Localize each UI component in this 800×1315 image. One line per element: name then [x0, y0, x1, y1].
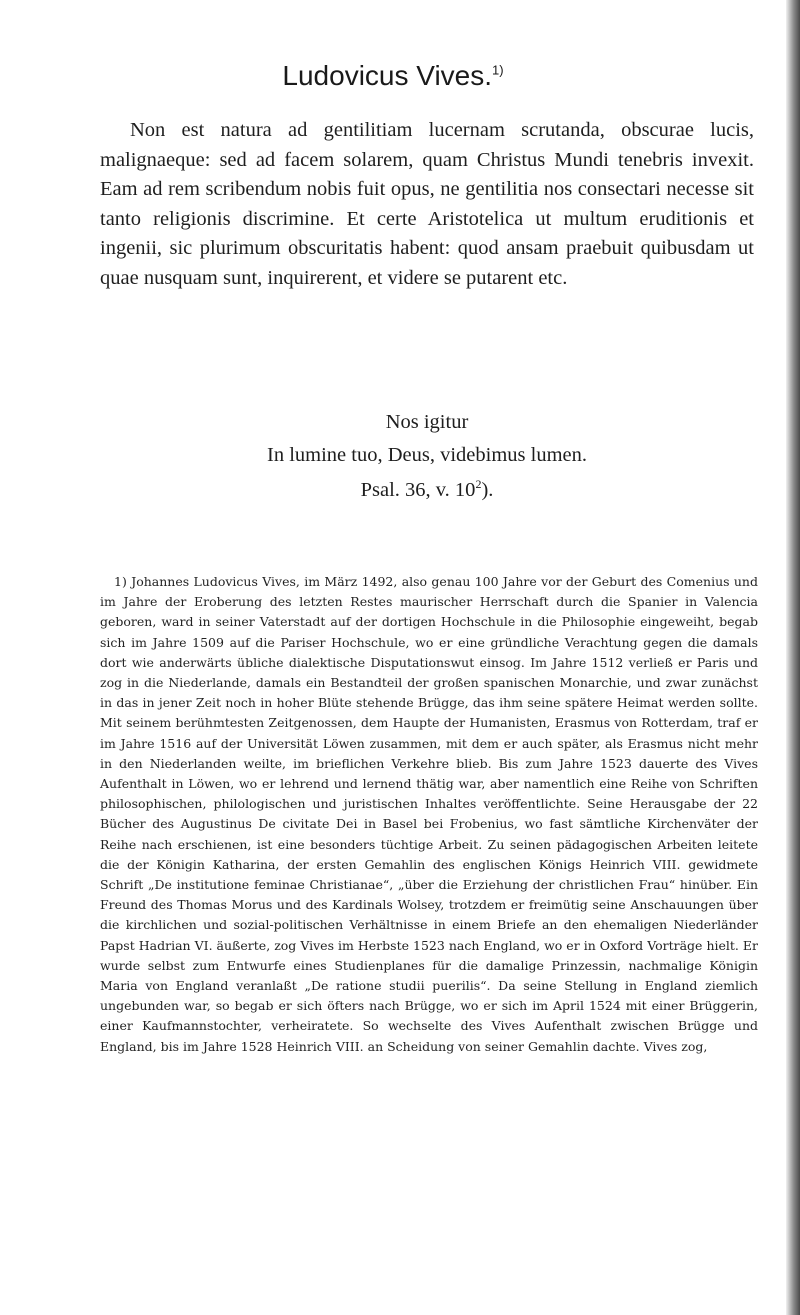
psalm-citation — [100, 477, 754, 502]
footnote-marker: 1) — [114, 574, 127, 589]
citation-suffix: ). — [481, 478, 494, 501]
in-lumine-line: In lumine tuo, Deus, videbimus lumen. — [267, 444, 587, 466]
citation-superscript: 2 — [475, 477, 482, 491]
page-title — [0, 60, 786, 92]
title-footnote-marker: 1) — [492, 62, 504, 78]
footnote-text: Johannes Ludovicus Vives, im März 1492, also genau 100 Jahre vor der Geburt des Comenius und im Jahre der Eroberung des letzten Restes maurischer Herrschaft durch die Spanier in Valencia geboren, ward in seiner Vaterstadt auf der dortigen Hochschule in die Philosophie eingeweiht, begab sich im Jahre 1509 auf die Pariser Hochschule, wo er eine gründliche Verachtung gegen die damals dort wie anderwärts übliche dialektische Disputationswut einsog. Im Jahre 1512 verließ er Paris und zog in die Niederlande, damals ein Bestandteil der großen spanischen Monarchie, und zwar zunächst in das in jener Zeit noch in hoher Blüte stehende Brügge, das ihm seine spätere Heimat werden sollte. Mit seinem berühmtesten Zeitgenossen, dem Haupte der Humanisten, Erasmus von Rotterdam, traf er im Jahre 1516 auf der Universität Löwen zusammen, mit dem er auch später, als Erasmus nicht mehr in den Niederlanden weilte, im brieflichen Verkehre blieb. Bis zum Jahre 1523 dauerte des Vives Aufenthalt in Löwen, wo er lehrend und lernend thätig war, aber namentlich eine Reihe von Schriften philosophischen, philologischen und juristischen Inhaltes veröffentlichte. Seine Herausgabe der 22 Bücher des Augustinus De civitate Dei in Basel bei Frobenius, wo fast sämtliche Kirchenväter der Reihe nach erschienen, ist eine besonders tüchtige Arbeit. Zu seinen pädagogischen Arbeiten leitete die der Königin Katharina, der ersten Gemahlin des englischen Königs Heinrich VIII. gewidmete Schrift „De institutione feminae Christianae“, „über die Erziehung der christlichen Frau“ hinüber. Ein Freund des Thomas Morus und des Kardinals Wolsey, trotzdem er freimütig seine Anschauungen über die kirchlichen und sozial-politischen Verhältnisse in einem Briefe an den ehemaligen Niederländer Papst Hadrian VI. äußerte, zog Vives im Herbste 1523 nach England, wo er in Oxford Vorträge hielt. Er wurde selbst zum Entwurfe eines Studienplanes für die damalige Prinzessin, nachmalige Königin Maria von England veranlaßt „De ratione studii puerilis“. Da seine Stellung in England ziemlich ungebunden war, so begab er sich öfters nach Brügge, wo er sich im April 1524 mit einer Brüggerin, einer Kaufmannstochter, verheiratete. So wechselte des Vives Aufenthalt zwischen Brügge und England, bis im Jahre 1528 Heinrich VIII. an Scheidung von seiner Gemahlin dachte. Vives zog, — [100, 574, 758, 1054]
latin-quote-paragraph: Non est natura ad gentilitiam lucernam scrutanda, obscurae lucis, malignaeque: sed ad facem solarem, quam Christus Mundi tenebris invexit. Eam ad rem scribendum nobis fuit opus, ne gentilitia nos consectari necesse sit tanto religionis discrimine. Et certe Aristotelica ut multum eruditionis et ingenii, sic plurimum obscuritatis habent: quod ansam praebuit quibusdam ut quae nusquam sunt, inquirerent, et videre se putarent etc. — [100, 119, 754, 289]
footnote-paragraph — [100, 572, 758, 1057]
title-text: Ludovicus Vives. — [282, 60, 493, 91]
citation-prefix: Psal. 36, v. 10 — [360, 478, 476, 501]
nos-igitur-line: Nos igitur — [385, 411, 469, 433]
page-edge-shadow — [786, 0, 800, 1315]
